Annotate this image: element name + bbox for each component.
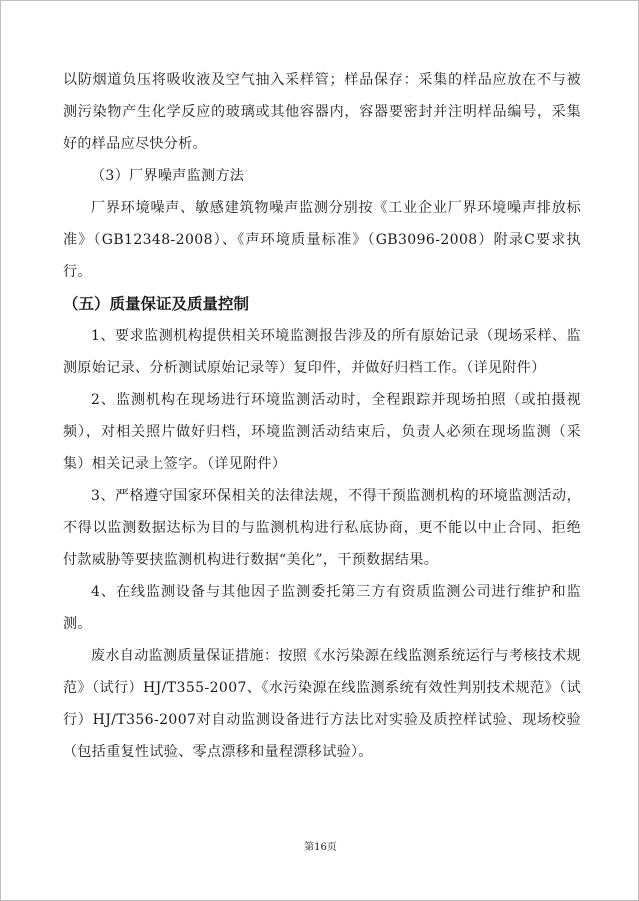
paragraph-noise-standards: 厂界环境噪声、敏感建筑物噪声监测分别按《工业企业厂界环境噪声排放标准》（GB12348-2008）、《声环境质量标准》（GB3096-2008）附录C要求执行。 [63,200,581,280]
subheading-noise-method: （3）厂界噪声监测方法 [91,168,245,184]
page-content [63,64,581,768]
paragraph-item-4: 4、在线监测设备与其他因子监测委托第三方有资质监测公司进行维护和监测。 [63,584,581,632]
paragraph-item-2: 2、监测机构在现场进行环境监测活动时，全程跟踪并现场拍照（或拍摄视频），对相关照片做好归档，环境监测活动结束后，负责人必须在现场监测（采集）相关记录上签字。（详见附件） [63,392,581,472]
paragraph-sample-storage: 以防烟道负压将吸收液及空气抽入采样管；样品保存：采集的样品应放在不与被测污染物产生化学反应的玻璃或其他容器内，容器要密封并注明样品编号，采集好的样品应尽快分析。 [63,72,581,152]
paragraph-item-3: 3、严格遵守国家环保相关的法律法规，不得干预监测机构的环境监测活动，不得以监测数据达标为目的与监测机构进行私底协商，更不能以中止合同、拒绝付款威胁等要挟监测机构进行数据“美化”，干预数据结果。 [63,488,581,568]
section-heading-quality: （五）质量保证及质量控制 [63,295,250,313]
paragraph-item-1: 1、要求监测机构提供相关环境监测报告涉及的所有原始记录（现场采样、监测原始记录、分析测试原始记录等）复印件，并做好归档工作。（详见附件） [63,328,581,376]
paragraph-wastewater-qa: 废水自动监测质量保证措施：按照《水污染源在线监测系统运行与考核技术规范》（试行）HJ/T355-2007、《水污染源在线监测系统有效性判别技术规范》（试行）HJ/T356-2007对自动监测设备进行方法比对实验及质控样试验、现场校验（包括重复性试验、零点漂移和量程漂移试验）。 [63,648,581,760]
page-number: 第16页 [304,842,337,853]
